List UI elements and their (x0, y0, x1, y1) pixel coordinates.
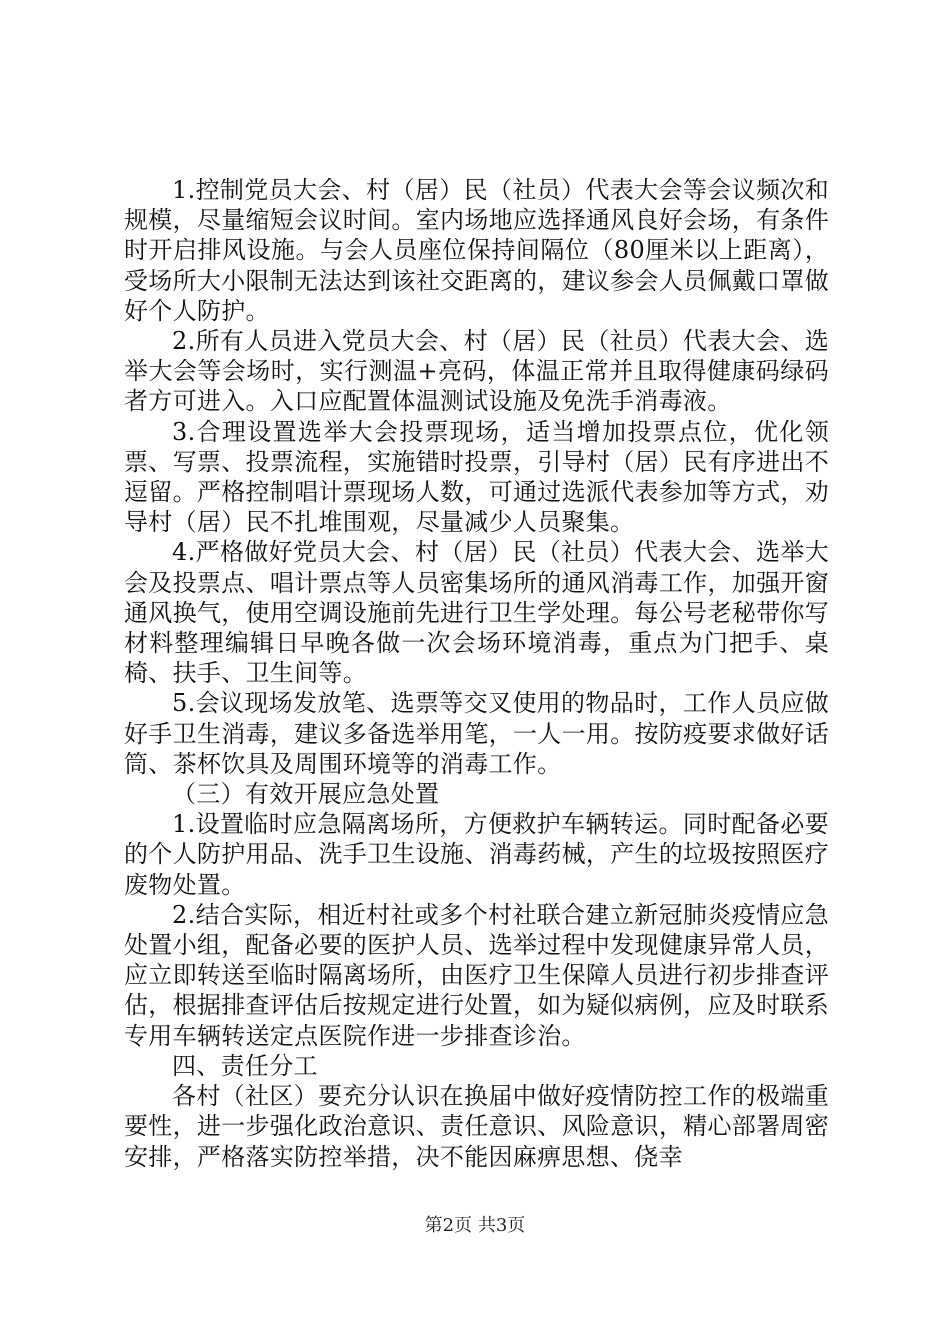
paragraph-8: 各村（社区）要充分认识在换届中做好疫情防控工作的极端重要性，进一步强化政治意识、责任意识、风险意识，精心部署周密安排，严格落实防控举措，决不能因麻痹思想、侥幸 (124, 1082, 829, 1171)
paragraph-7: 2.结合实际，相近村社或多个村社联合建立新冠肺炎疫情应急处置小组，配备必要的医护人员、选举过程中发现健康异常人员，应立即转送至临时隔离场所，由医疗卫生保障人员进行初步排查评估，根据排查评估后按规定进行处置，如为疑似病例，应及时联系专用车辆转送定点医院作进一步排查诊治。 (124, 900, 829, 1050)
paragraph-5: 5.会议现场发放笔、选票等交叉使用的物品时，工作人员应做好手卫生消毒，建议多备选举用笔，一人一用。按防疫要求做好话筒、茶杯饮具及周围环境等的消毒工作。 (124, 689, 829, 778)
paragraph-6: 1.设置临时应急隔离场所，方便救护车辆转运。同时配备必要的个人防护用品、洗手卫生设施、消毒药械，产生的垃圾按照医疗废物处置。 (124, 810, 829, 899)
section-heading-emergency: （三）有效开展应急处置 (172, 780, 440, 809)
paragraph-1: 1.控制党员大会、村（居）民（社员）代表大会等会议频次和规模，尽量缩短会议时间。室内场地应选择通风良好会场，有条件时开启排风设施。与会人员座位保持间隔位（80厘米以上距离），受场所大小限制无法达到该社交距离的，建议参会人员佩戴口罩做好个人防护。 (124, 176, 829, 325)
paragraph-4: 4.严格做好党员大会、村（居）民（社员）代表大会、选举大会及投票点、唱计票点等人员密集场所的通风消毒工作，加强开窗通风换气，使用空调设施前先进行卫生学处理。每公号老秘带你写材料整理编辑日早晚各做一次会场环境消毒，重点为门把手、桌椅、扶手、卫生间等。 (124, 538, 829, 688)
page-footer: 第2页 共3页 (424, 1215, 526, 1236)
paragraph-3: 3.合理设置选举大会投票现场，适当增加投票点位，优化领票、写票、投票流程，实施错时投票，引导村（居）民有序进出不逗留。严格控制唱计票现场人数，可通过选派代表参加等方式，劝导村（居）民不扎堆围观，尽量减少人员聚集。 (124, 417, 829, 537)
document-body (124, 175, 829, 1172)
section-heading-responsibility: 四、责任分工 (172, 1051, 318, 1080)
paragraph-2: 2.所有人员进入党员大会、村（居）民（社员）代表大会、选举大会等会场时，实行测温+亮码，体温正常并且取得健康码绿码者方可进入。入口应配置体温测试设施及免洗手消毒液。 (124, 327, 829, 416)
